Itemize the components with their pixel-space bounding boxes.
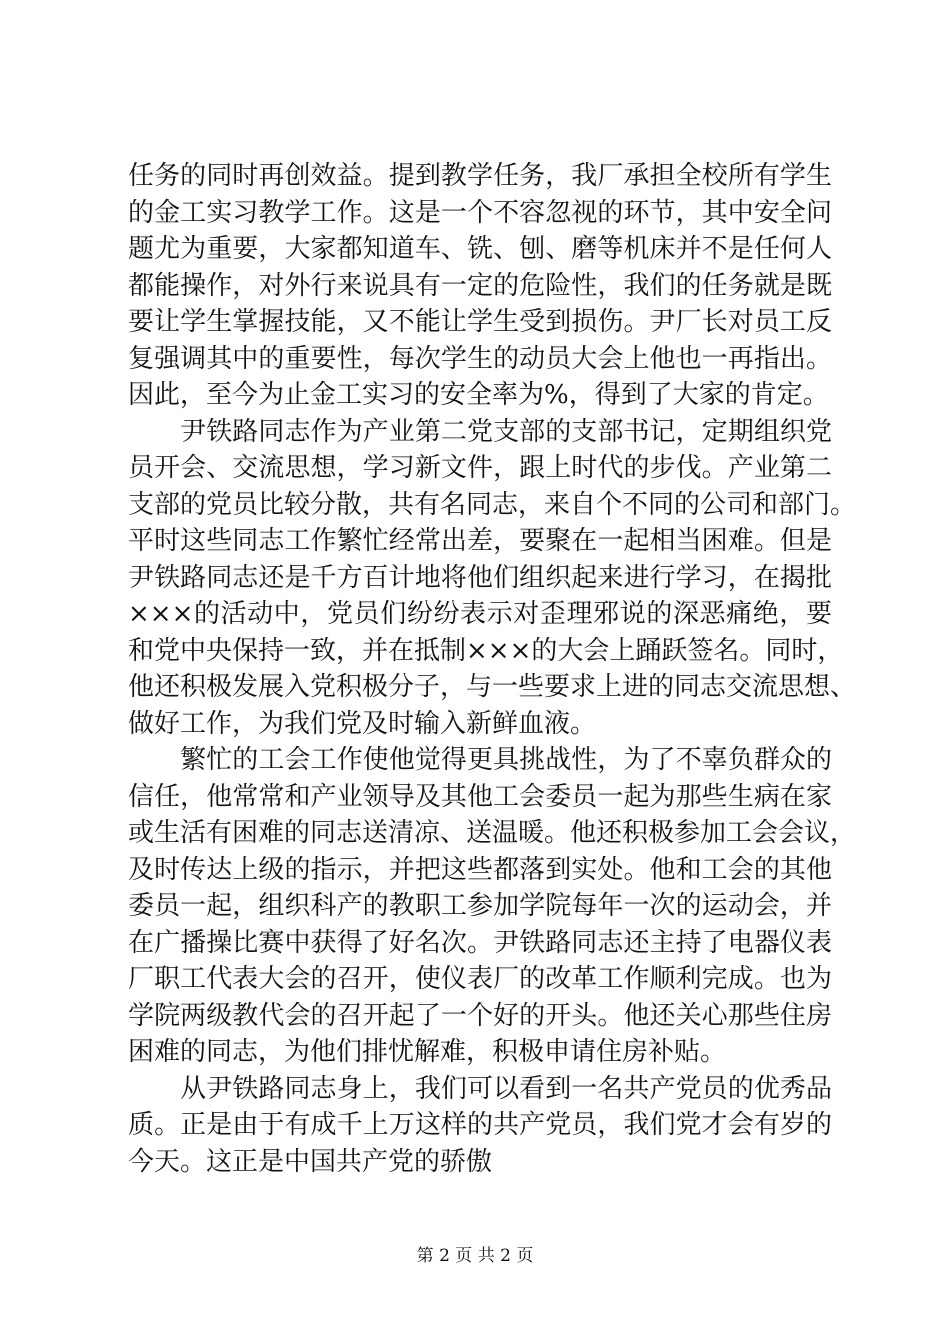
text-line: 委员一起，组织科产的教职工参加学院每年一次的运动会，并 bbox=[128, 891, 832, 921]
text-line: ×××的活动中，党员们纷纷表示对歪理邪说的深恶痛绝，要 bbox=[128, 599, 832, 629]
text-line: 他还积极发展入党积极分子，与一些要求上进的同志交流思想、 bbox=[128, 672, 857, 702]
body-text bbox=[128, 158, 857, 1180]
text-line: 及时传达上级的指示，并把这些都落到实处。他和工会的其他 bbox=[128, 854, 832, 885]
text-line: 支部的党员比较分散，共有名同志，来自个不同的公司和部门。 bbox=[128, 489, 857, 520]
text-line: 员开会、交流思想，学习新文件，跟上时代的步伐。产业第二 bbox=[128, 453, 832, 483]
text-line: 复强调其中的重要性，每次学生的动员大会上他也一再指出。 bbox=[128, 343, 832, 374]
text-line: 繁忙的工会工作使他觉得更具挑战性，为了不辜负群众的 bbox=[128, 745, 832, 775]
text-line: 因此，至今为止金工实习的安全率为%，得到了大家的肯定。 bbox=[128, 380, 829, 410]
text-line: 信任，他常常和产业领导及其他工会委员一起为那些生病在家 bbox=[128, 781, 832, 812]
text-line: 今天。这正是中国共产党的骄傲 bbox=[128, 1146, 493, 1177]
text-line: 尹铁路同志作为产业第二党支部的支部书记，定期组织党 bbox=[128, 416, 832, 447]
text-line: 尹铁路同志还是千方百计地将他们组织起来进行学习，在揭批 bbox=[128, 562, 832, 593]
text-line: 平时这些同志工作繁忙经常出差，要聚在一起相当困难。但是 bbox=[128, 526, 832, 556]
text-line: 的金工实习教学工作。这是一个不容忽视的环节，其中安全问 bbox=[128, 197, 832, 228]
text-line: 学院两级教代会的召开起了一个好的开头。他还关心那些住房 bbox=[128, 1000, 832, 1031]
text-line: 任务的同时再创效益。提到教学任务，我厂承担全校所有学生 bbox=[128, 161, 832, 191]
text-line: 在广播操比赛中获得了好名次。尹铁路同志还主持了电器仪表 bbox=[128, 927, 832, 958]
text-line: 或生活有困难的同志送清凉、送温暖。他还积极参加工会会议， bbox=[128, 818, 857, 848]
page-footer: 第 2 页 共 2 页 bbox=[416, 1246, 534, 1266]
text-line: 困难的同志，为他们排忧解难，积极申请住房补贴。 bbox=[128, 1037, 727, 1067]
text-line: 厂职工代表大会的召开，使仪表厂的改革工作顺利完成。也为 bbox=[128, 964, 832, 994]
text-line: 和党中央保持一致，并在抵制×××的大会上踊跃签名。同时， bbox=[128, 635, 844, 666]
text-line: 都能操作，对外行来说具有一定的危险性，我们的任务就是既 bbox=[128, 270, 832, 301]
text-line: 题尤为重要，大家都知道车、铣、刨、磨等机床并不是任何人 bbox=[128, 234, 832, 264]
text-line: 质。正是由于有成千上万这样的共产党员，我们党才会有岁的 bbox=[128, 1110, 832, 1140]
text-line: 要让学生掌握技能，又不能让学生受到损伤。尹厂长对员工反 bbox=[128, 307, 832, 337]
text-line: 做好工作，为我们党及时输入新鲜血液。 bbox=[128, 708, 597, 739]
text-line: 从尹铁路同志身上，我们可以看到一名共产党员的优秀品 bbox=[128, 1073, 832, 1104]
